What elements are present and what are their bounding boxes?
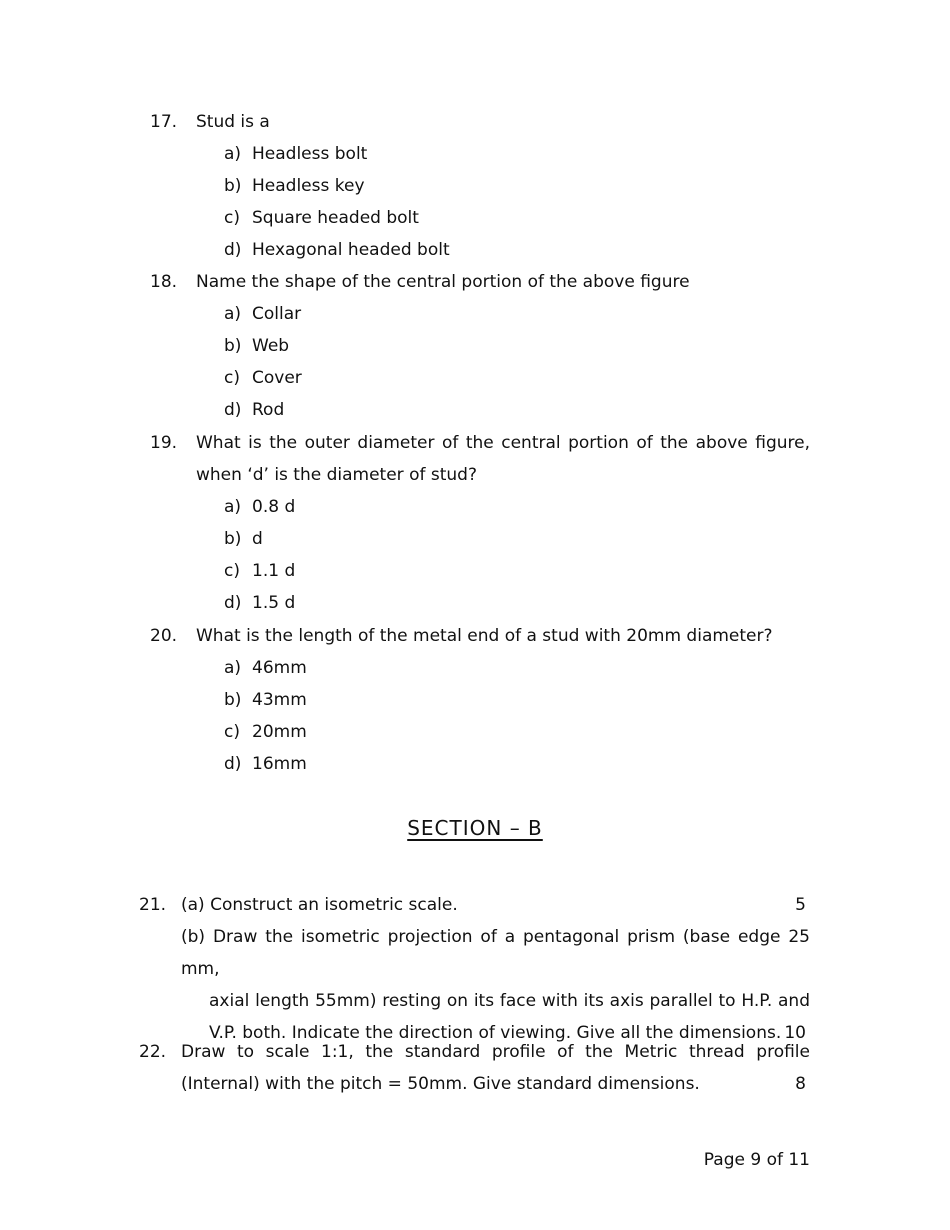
part-b-line: axial length 55mm) resting on its face with its axis parallel to H.P. and	[209, 991, 810, 1011]
option-label: d)	[224, 593, 242, 613]
option-text: 1.5 d	[252, 593, 296, 613]
option-label: a)	[224, 658, 242, 678]
option	[224, 298, 810, 330]
option-label: c)	[224, 561, 240, 581]
question-part-a	[181, 889, 810, 921]
option	[224, 652, 810, 684]
question-text: What is the outer diameter of the central portion of the above figure, when ‘d’ is the diameter of stud?	[196, 433, 810, 485]
page-number: Page 9 of 11	[703, 1150, 810, 1170]
part-b-line: (b) Draw the isometric projection of a pentagonal prism (base edge 25 mm,	[181, 927, 810, 979]
option-label: b)	[224, 529, 242, 549]
option-label: d)	[224, 754, 242, 774]
option-label: b)	[224, 336, 242, 356]
option-text: 1.1 d	[252, 561, 296, 581]
option-text: Rod	[252, 400, 285, 420]
part-b-line: V.P. both. Indicate the direction of viewing. Give all the dimensions.	[209, 1023, 782, 1043]
question-number: 22.	[139, 1042, 167, 1062]
options-list	[224, 138, 810, 266]
question-20	[150, 620, 810, 780]
option-text: Hexagonal headed bolt	[252, 240, 450, 260]
option-label: c)	[224, 722, 240, 742]
marks: 5	[795, 895, 806, 915]
option	[224, 587, 810, 619]
option-text: 0.8 d	[252, 497, 296, 517]
option-label: d)	[224, 400, 242, 420]
option	[224, 394, 810, 426]
option-text: d	[252, 529, 263, 549]
question-text: Name the shape of the central portion of the above figure	[196, 272, 690, 292]
option	[224, 523, 810, 555]
option-label: c)	[224, 368, 240, 388]
question-number: 21.	[139, 895, 167, 915]
question-number: 17.	[150, 112, 178, 132]
option	[224, 491, 810, 523]
question-22	[139, 1036, 810, 1100]
option	[224, 138, 810, 170]
options-list	[224, 298, 810, 426]
option-text: Collar	[252, 304, 302, 324]
question-17	[150, 106, 810, 266]
options-list	[224, 652, 810, 780]
question-18	[150, 266, 810, 426]
option-label: a)	[224, 304, 242, 324]
option-text: 43mm	[252, 690, 307, 710]
option	[224, 234, 810, 266]
question-21	[139, 889, 810, 1049]
option	[224, 684, 810, 716]
question-number: 20.	[150, 626, 178, 646]
option-text: 46mm	[252, 658, 307, 678]
option-text: Square headed bolt	[252, 208, 419, 228]
option-label: a)	[224, 497, 242, 517]
question-number: 19.	[150, 433, 178, 453]
option-text: Headless bolt	[252, 144, 368, 164]
option-text: 16mm	[252, 754, 307, 774]
question-text: Stud is a	[196, 112, 270, 132]
question-line: Draw to scale 1:1, the standard profile of the Metric thread profile	[181, 1042, 810, 1062]
section-title: SECTION – B	[407, 816, 543, 840]
option	[224, 330, 810, 362]
option	[224, 716, 810, 748]
question-text: What is the length of the metal end of a stud with 20mm diameter?	[196, 626, 773, 646]
option	[224, 202, 810, 234]
marks: 10	[784, 1023, 806, 1043]
option	[224, 362, 810, 394]
option-text: Cover	[252, 368, 302, 388]
option-label: b)	[224, 690, 242, 710]
option-label: c)	[224, 208, 240, 228]
question-last-line	[181, 1068, 810, 1100]
option-text: Web	[252, 336, 290, 356]
option	[224, 555, 810, 587]
part-a-text: (a) Construct an isometric scale.	[181, 895, 458, 915]
option-label: a)	[224, 144, 242, 164]
question-line: (Internal) with the pitch = 50mm. Give standard dimensions.	[181, 1074, 700, 1094]
option-text: Headless key	[252, 176, 365, 196]
section-b-heading	[0, 816, 950, 840]
option	[224, 170, 810, 202]
option-label: b)	[224, 176, 242, 196]
options-list	[224, 491, 810, 619]
option-text: 20mm	[252, 722, 307, 742]
option	[224, 748, 810, 780]
question-number: 18.	[150, 272, 178, 292]
question-19	[150, 427, 810, 619]
marks: 8	[795, 1074, 806, 1094]
option-label: d)	[224, 240, 242, 260]
